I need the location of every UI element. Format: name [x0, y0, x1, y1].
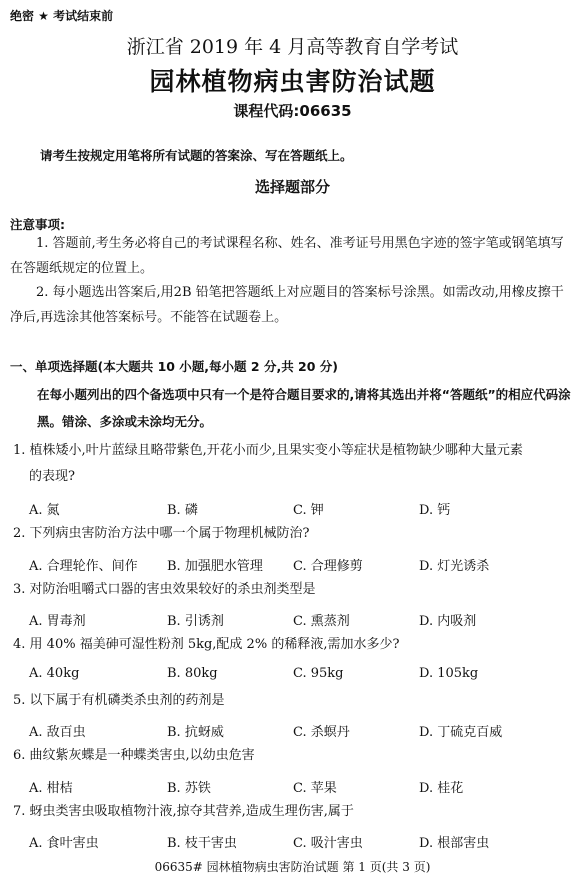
option-c: C. 苹果 — [293, 781, 337, 796]
part-title: 一、单项选择题(本大题共 10 小题,每小题 2 分,共 20 分) — [10, 359, 339, 374]
question-stem — [13, 688, 575, 714]
question-stem-text: 3. 对防治咀嚼式口器的害虫效果较好的杀虫剂类型是 — [13, 582, 316, 597]
question-stem — [13, 521, 575, 547]
confidential-label: 绝密 ★ 考试结束前 — [10, 9, 114, 23]
option-b: B. 磷 — [167, 503, 198, 518]
option-a: A. 合理轮作、间作 — [29, 559, 138, 574]
option-c: C. 合理修剪 — [293, 559, 363, 574]
option-c: C. 钾 — [293, 503, 324, 518]
section-title: 选择题部分 — [254, 178, 330, 196]
course-code: 课程代码:06635 — [233, 102, 352, 120]
question-stem-continuation: 的表现? — [29, 469, 75, 484]
question-options — [29, 499, 569, 519]
question-stem-text: 5. 以下属于有机磷类杀虫剂的药剂是 — [13, 693, 225, 708]
answer-instruction: 请考生按规定用笔将所有试题的答案涂、写在答题纸上。 — [40, 148, 353, 163]
question-options — [29, 832, 569, 852]
option-c: C. 杀螟丹 — [293, 725, 350, 740]
question-options — [29, 721, 569, 741]
exam-title: 浙江省 2019 年 4 月高等教育自学考试 — [126, 36, 459, 58]
option-d: D. 根部害虫 — [419, 836, 490, 851]
page-footer: 06635# 园林植物病虫害防治试题 第 1 页(共 3 页) — [154, 860, 431, 874]
option-b: B. 引诱剂 — [167, 614, 224, 629]
question-stem-text: 1. 植株矮小,叶片蓝绿且略带紫色,开花小而少,且果实变小等症状是植物缺少哪种大量元素 — [13, 443, 523, 458]
notes-title: 注意事项: — [10, 217, 65, 232]
option-a: A. 柑桔 — [29, 781, 73, 796]
question-stem-text: 7. 蚜虫类害虫吸取植物汁液,掠夺其营养,造成生理伤害,属于 — [13, 804, 354, 819]
question-stem-text: 2. 下列病虫害防治方法中哪一个属于物理机械防治? — [13, 526, 310, 541]
part-description: 在每小题列出的四个备选项中只有一个是符合题目要求的,请将其选出并将“答题纸”的相应代码涂黑。错涂、多涂或未涂均无分。 — [37, 387, 571, 429]
option-d: D. 钙 — [419, 503, 451, 518]
question-stem-text: 6. 曲纹紫灰蝶是一种蝶类害虫,以幼虫危害 — [13, 748, 255, 763]
subject-title: 园林植物病虫害防治试题 — [149, 67, 436, 96]
note-item: 1. 答题前,考生务必将自己的考试课程名称、姓名、准考证号用黑色字迹的签字笔或钢笔填写在答题纸规定的位置上。 — [10, 236, 564, 276]
option-c: C. 95kg — [293, 666, 344, 681]
question-stem — [13, 632, 575, 658]
question-options — [29, 610, 569, 630]
notes-list — [10, 232, 575, 330]
option-d: D. 丁硫克百威 — [419, 725, 503, 740]
option-c: C. 吸汁害虫 — [293, 836, 363, 851]
option-b: B. 苏铁 — [167, 781, 211, 796]
option-b: B. 80kg — [167, 666, 218, 681]
question-stem — [13, 438, 575, 490]
option-a: A. 氮 — [29, 503, 60, 518]
question-options — [29, 666, 569, 686]
note-item: 2. 每小题选出答案后,用2B 铅笔把答题纸上对应题目的答案标号涂黑。如需改动,用橡皮擦干净后,再选涂其他答案标号。不能答在试题卷上。 — [10, 285, 564, 325]
option-a: A. 胃毒剂 — [29, 614, 86, 629]
question-options — [29, 555, 569, 575]
question-stem — [13, 577, 575, 603]
option-b: B. 枝干害虫 — [167, 836, 237, 851]
option-c: C. 熏蒸剂 — [293, 614, 350, 629]
option-a: A. 食叶害虫 — [29, 836, 99, 851]
option-a: A. 敌百虫 — [29, 725, 86, 740]
option-d: D. 灯光诱杀 — [419, 559, 490, 574]
option-a: A. 40kg — [29, 666, 80, 681]
option-d: D. 桂花 — [419, 781, 464, 796]
question-stem-text: 4. 用 40% 福美砷可湿性粉剂 5kg,配成 2% 的稀释液,需加水多少? — [13, 637, 400, 652]
option-d: D. 105kg — [419, 666, 479, 681]
question-stem — [13, 743, 575, 769]
question-options — [29, 777, 569, 797]
option-d: D. 内吸剂 — [419, 614, 477, 629]
option-b: B. 加强肥水管理 — [167, 559, 263, 574]
question-stem — [13, 799, 575, 825]
option-b: B. 抗蚜威 — [167, 725, 224, 740]
